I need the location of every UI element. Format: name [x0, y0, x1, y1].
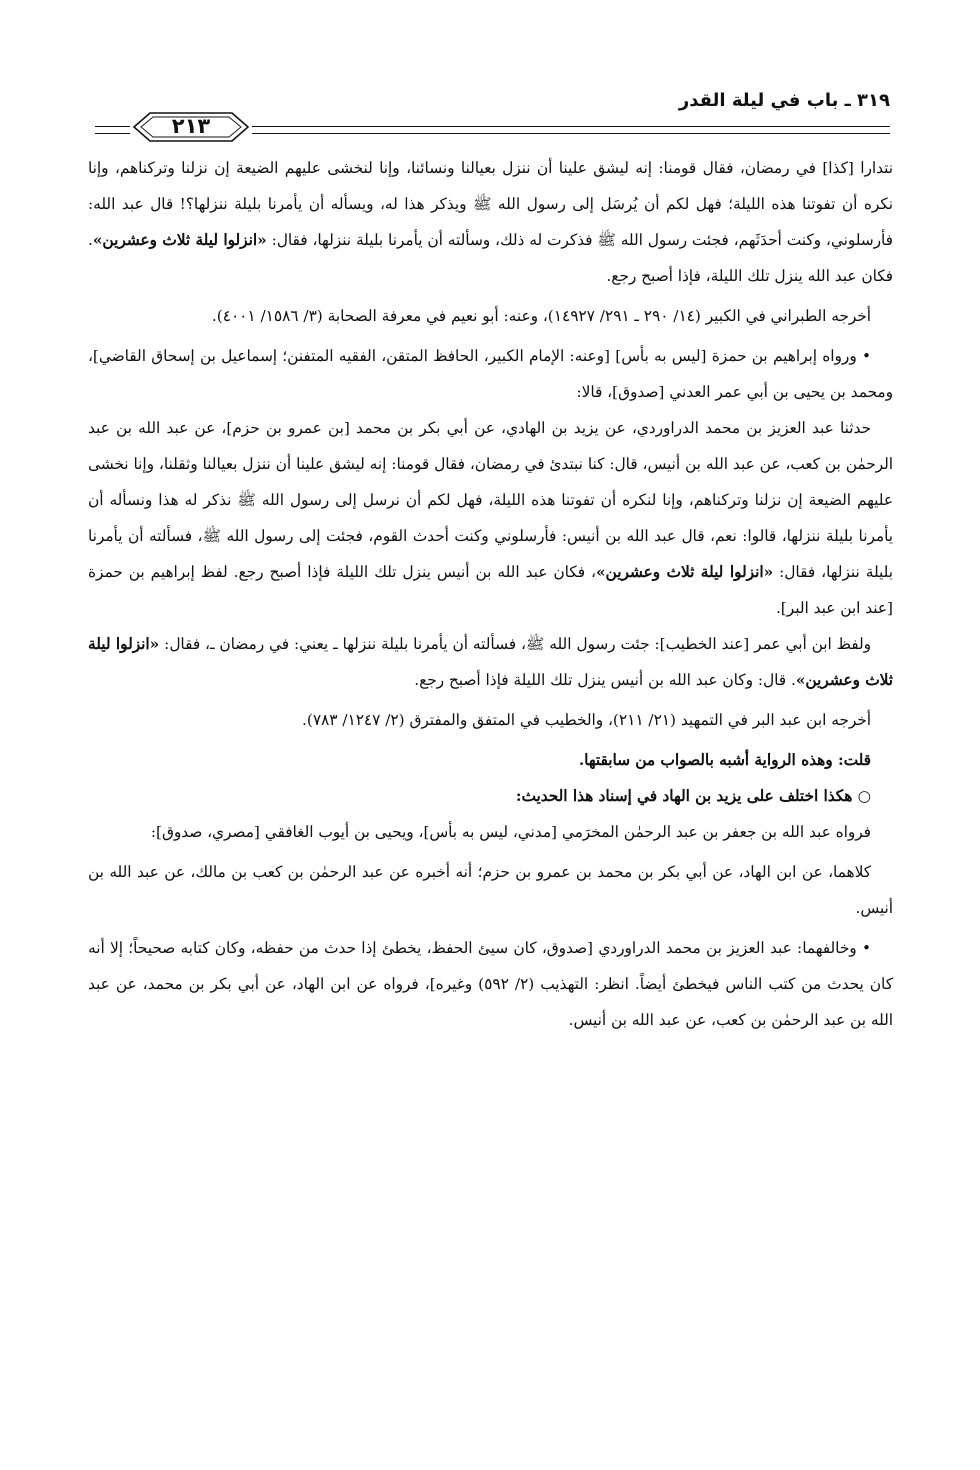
- paragraph: [88, 814, 893, 850]
- paragraph-text-after: ، فكان عبد الله بن أنيس ينزل تلك الليلة فإذا أصبح رجع. لفظ إبراهيم بن حمزة [عند ابن عبد البر].: [88, 563, 893, 617]
- paragraph-text: حدثنا عبد العزيز بن محمد الدراوردي، عن يزيد بن الهادي، عن أبي بكر بن محمد [بن عمرو بن حزم]، عن عبد الله بن عبد الرحمٰن بن كعب، عن عبد الله بن أنيس، قال: كنا نبتدئ في رمضان، فقال قومنا: إنه ليشق علينا أن ننزل بعيالنا وثقلنا، وإنا نخشى عليهم الضيعة إن نزلنا وتركناهم، وإنا لنكره أن تفوتنا هذه الليلة، فهل لكم أن نرسل إلى رسول الله ﷺ نذكر له هذا ونسأله أن يأمرنا بليلة ننزلها، قالوا: نعم، قال عبد الله بن أنيس: فأرسلوني وكنت أحدث القوم، فجئت إلى رسول الله ﷺ، فسألته أن يأمرنا بليلة ننزلها، فقال:: [88, 419, 893, 581]
- paragraph-text-after: . فكان عبد الله ينزل تلك الليلة، فإذا أصبح رجع.: [88, 231, 893, 285]
- paragraph: [88, 742, 893, 778]
- paragraph-text: أخرجه الطبراني في الكبير (١٤/ ٢٩٠ ـ ٢٩١/ ١٤٩٢٧)، وعنه: أبو نعيم في معرفة الصحابة (٣/ ١٥٨٦/ ٤٠٠١).: [211, 307, 871, 325]
- page-header: [95, 80, 890, 160]
- author-remark: قلت: وهذه الرواية أشبه بالصواب من سابقتها.: [578, 751, 871, 769]
- paragraph: [88, 410, 893, 626]
- section-heading: ○ هكذا اختلف على يزيد بن الهاد في إسناد هذا الحديث:: [515, 787, 871, 805]
- paragraph: [88, 338, 893, 410]
- page-number-badge: [130, 110, 252, 144]
- paragraph: [88, 150, 893, 294]
- paragraph-text: • ورواه إبراهيم بن حمزة [ليس به بأس] [وعنه: الإمام الكبير، الحافظ المتقن، الفقيه المتفنن؛ إسماعيل بن إسحاق القاضي]، ومحمد بن يحيى بن أبي عمر العدني [صدوق]، قالا:: [88, 347, 893, 401]
- paragraph-text: نتدارا [كذا] في رمضان، فقال قومنا: إنه ليشق علينا أن ننزل بعيالنا ونسائنا، وإنا لنخشى عليهم الضيعة إن نزلنا وتركناهم، وإنا نكره أن تفوتنا هذه الليلة؛ فهل لكم أن يُرسَل إلى رسول الله ﷺ ويذكر هذا له، ويسأله أن يأمرنا بليلة ننزلها؟! قال عبد الله: فأرسلوني، وكنت أحدَثَهم، فجئت رسول الله ﷺ فذكرت له ذلك، وسألته أن يأمرنا بليلة ننزلها، فقال:: [88, 159, 893, 249]
- paragraph: [88, 778, 893, 814]
- paragraph-text: • وخالفهما: عبد العزيز بن محمد الدراوردي [صدوق، كان سيئ الحفظ، يخطئ إذا حدث من حفظه، وكان كتابه صحيحاً؛ إلا أنه كان يحدث من كتب الناس فيخطئ أيضاً. انظر: التهذيب (٢/ ٥٩٢) وغيره]، فرواه عن ابن الهاد، عن أبي بكر بن محمد، عن عبد الله بن عبد الرحمٰن بن كعب، عن عبد الله بن أنيس.: [88, 939, 893, 1029]
- hadith-quote: «انزلوا ليلة ثلاث وعشرين»: [92, 231, 267, 249]
- hadith-quote: «انزلوا ليلة ثلاث وعشرين»: [88, 635, 893, 689]
- page-body: [88, 150, 893, 1038]
- running-title: ٣١٩ ـ باب في ليلة القدر: [678, 90, 890, 111]
- paragraph-text: ولفظ ابن أبي عمر [عند الخطيب]: جئت رسول الله ﷺ، فسألته أن يأمرنا بليلة ننزلها ـ يعني: في رمضان ـ، فقال:: [159, 635, 871, 653]
- paragraph: [88, 298, 893, 334]
- paragraph-text-after: . قال: وكان عبد الله بن أنيس ينزل تلك الليلة فإذا أصبح رجع.: [414, 671, 796, 689]
- paragraph-text: فرواه عبد الله بن جعفر بن عبد الرحمٰن المخرَمي [مدني، ليس به بأس]، ويحيى بن أيوب الغافقي [مصري، صدوق]:: [150, 823, 871, 841]
- paragraph: [88, 930, 893, 1038]
- page-number: ٢١٣: [171, 114, 211, 138]
- paragraph: [88, 702, 893, 738]
- paragraph: [88, 854, 893, 926]
- hadith-quote: «انزلوا ليلة ثلاث وعشرين»: [596, 563, 774, 581]
- paragraph: [88, 626, 893, 698]
- paragraph-text: كلاهما، عن ابن الهاد، عن أبي بكر بن محمد بن عمرو بن حزم؛ أنه أخبره عن عبد الرحمٰن بن كعب بن مالك، عن عبد الله بن أنيس.: [88, 863, 893, 917]
- paragraph-text: أخرجه ابن عبد البر في التمهيد (٢١/ ٢١١)، والخطيب في المتفق والمفترق (٢/ ١٢٤٧/ ٧٨٣).: [301, 711, 871, 729]
